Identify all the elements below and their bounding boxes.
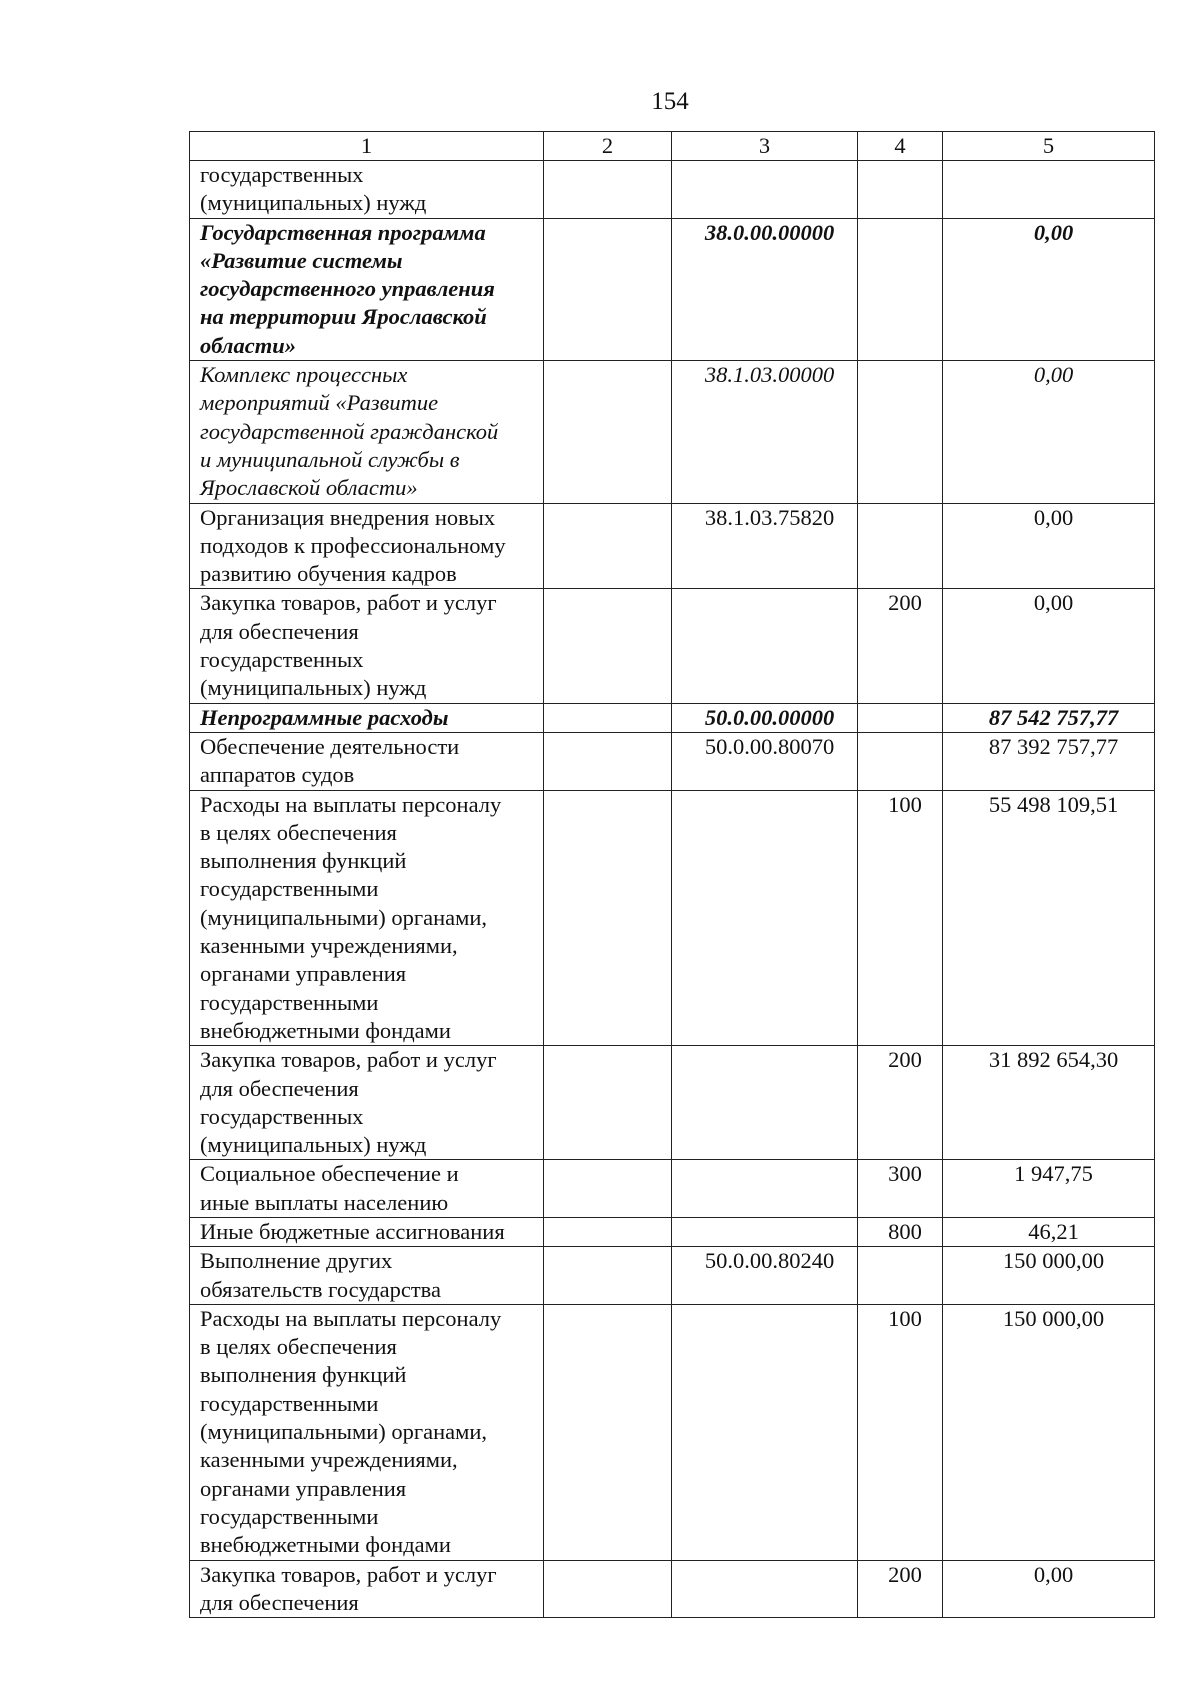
row-expense-type-cell — [858, 161, 943, 219]
row-expense-type-cell: 200 — [858, 1560, 943, 1618]
row-code-cell: 50.0.00.80070 — [672, 732, 858, 790]
row-code-cell: 38.1.03.75820 — [672, 503, 858, 589]
row-column2-cell — [544, 218, 672, 360]
row-name-cell: Закупка товаров, работ и услуг для обеспечения государственных (муниципальных) нужд — [190, 1046, 544, 1160]
table-row — [190, 703, 1155, 732]
row-amount-cell: 87 392 757,77 — [943, 732, 1155, 790]
row-name-cell: государственных (муниципальных) нужд — [190, 161, 544, 219]
row-name-cell: Выполнение других обязательств государства — [190, 1247, 544, 1305]
table-row — [190, 589, 1155, 703]
row-column2-cell — [544, 1046, 672, 1160]
row-code-cell — [672, 1160, 858, 1218]
row-name-cell: Непрограммные расходы — [190, 703, 544, 732]
row-amount-cell: 0,00 — [943, 1560, 1155, 1618]
row-name-cell: Социальное обеспечение и иные выплаты населению — [190, 1160, 544, 1218]
table-row — [190, 1160, 1155, 1218]
row-name-cell: Комплекс процессных мероприятий «Развитие государственной гражданской и муниципальной службы в Ярославской области» — [190, 361, 544, 503]
row-code-cell — [672, 589, 858, 703]
row-code-cell — [672, 1304, 858, 1560]
row-column2-cell — [544, 1160, 672, 1218]
row-name-cell: Закупка товаров, работ и услуг для обеспечения государственных (муниципальных) нужд — [190, 589, 544, 703]
table-row — [190, 1046, 1155, 1160]
row-amount-cell: 1 947,75 — [943, 1160, 1155, 1218]
page-number: 154 — [651, 88, 689, 115]
row-code-cell — [672, 790, 858, 1046]
row-amount-cell: 55 498 109,51 — [943, 790, 1155, 1046]
row-amount-cell: 0,00 — [943, 361, 1155, 503]
row-column2-cell — [544, 361, 672, 503]
row-column2-cell — [544, 1247, 672, 1305]
row-column2-cell — [544, 790, 672, 1046]
row-expense-type-cell: 200 — [858, 1046, 943, 1160]
row-expense-type-cell: 800 — [858, 1217, 943, 1246]
row-code-cell — [672, 161, 858, 219]
row-expense-type-cell: 200 — [858, 589, 943, 703]
row-column2-cell — [544, 161, 672, 219]
row-expense-type-cell — [858, 1247, 943, 1305]
row-name-cell: Государственная программа «Развитие системы государственного управления на территории Ярославской области» — [190, 218, 544, 360]
row-amount-cell: 46,21 — [943, 1217, 1155, 1246]
row-expense-type-cell — [858, 732, 943, 790]
row-name-cell: Расходы на выплаты персоналу в целях обеспечения выполнения функций государственными (муниципальными) органами, казенными учреждениями, органами управления государственными внебюджетными фондами — [190, 790, 544, 1046]
row-name-cell: Иные бюджетные ассигнования — [190, 1217, 544, 1246]
table-row — [190, 1217, 1155, 1246]
table-row — [190, 161, 1155, 219]
table-row — [190, 1304, 1155, 1560]
row-amount-cell: 87 542 757,77 — [943, 703, 1155, 732]
table-row — [190, 1247, 1155, 1305]
row-code-cell: 38.0.00.00000 — [672, 218, 858, 360]
column-header-5: 5 — [943, 132, 1155, 161]
row-code-cell: 38.1.03.00000 — [672, 361, 858, 503]
row-column2-cell — [544, 589, 672, 703]
row-amount-cell: 0,00 — [943, 589, 1155, 703]
row-name-cell: Закупка товаров, работ и услуг для обеспечения — [190, 1560, 544, 1618]
row-expense-type-cell — [858, 218, 943, 360]
row-column2-cell — [544, 503, 672, 589]
column-header-4: 4 — [858, 132, 943, 161]
row-expense-type-cell: 300 — [858, 1160, 943, 1218]
row-column2-cell — [544, 1560, 672, 1618]
column-header-1: 1 — [190, 132, 544, 161]
row-code-cell: 50.0.00.00000 — [672, 703, 858, 732]
table-row — [190, 790, 1155, 1046]
row-code-cell — [672, 1560, 858, 1618]
table-row — [190, 732, 1155, 790]
row-column2-cell — [544, 732, 672, 790]
row-column2-cell — [544, 1304, 672, 1560]
row-column2-cell — [544, 703, 672, 732]
row-code-cell: 50.0.00.80240 — [672, 1247, 858, 1305]
row-name-cell: Организация внедрения новых подходов к профессиональному развитию обучения кадров — [190, 503, 544, 589]
row-code-cell — [672, 1046, 858, 1160]
row-amount-cell: 0,00 — [943, 503, 1155, 589]
table-row — [190, 1560, 1155, 1618]
table-row — [190, 218, 1155, 360]
row-expense-type-cell: 100 — [858, 790, 943, 1046]
row-code-cell — [672, 1217, 858, 1246]
column-header-3: 3 — [672, 132, 858, 161]
row-amount-cell: 150 000,00 — [943, 1304, 1155, 1560]
row-name-cell: Расходы на выплаты персоналу в целях обеспечения выполнения функций государственными (муниципальными) органами, казенными учреждениями, органами управления государственными внебюджетными фондами — [190, 1304, 544, 1560]
budget-table — [189, 131, 1155, 1618]
table-body — [190, 161, 1155, 1618]
column-header-2: 2 — [544, 132, 672, 161]
row-amount-cell — [943, 161, 1155, 219]
row-expense-type-cell — [858, 503, 943, 589]
table-row — [190, 361, 1155, 503]
row-amount-cell: 150 000,00 — [943, 1247, 1155, 1305]
row-column2-cell — [544, 1217, 672, 1246]
row-amount-cell: 0,00 — [943, 218, 1155, 360]
header-row — [190, 132, 1155, 161]
row-amount-cell: 31 892 654,30 — [943, 1046, 1155, 1160]
row-expense-type-cell: 100 — [858, 1304, 943, 1560]
row-name-cell: Обеспечение деятельности аппаратов судов — [190, 732, 544, 790]
row-expense-type-cell — [858, 361, 943, 503]
row-expense-type-cell — [858, 703, 943, 732]
table-row — [190, 503, 1155, 589]
